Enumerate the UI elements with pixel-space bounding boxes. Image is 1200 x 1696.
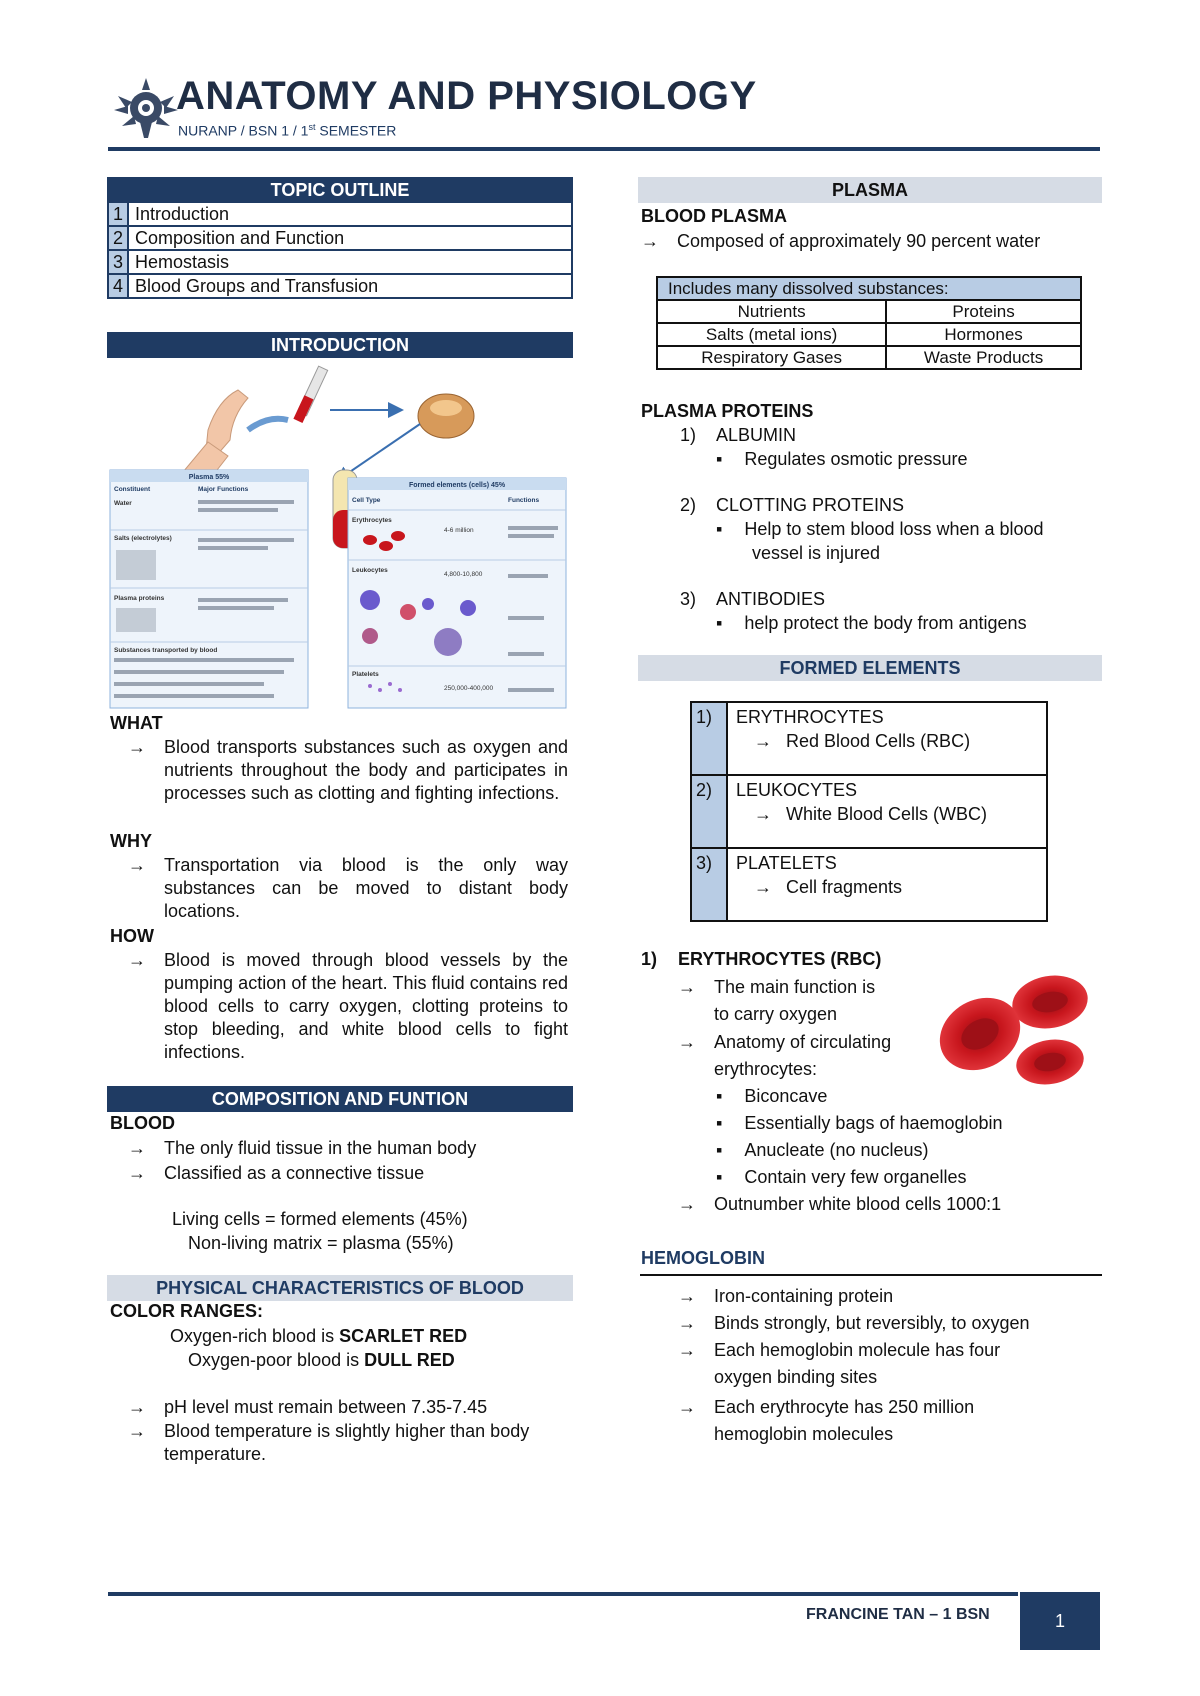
arrow-icon: → [128, 737, 146, 757]
svg-text:Substances transported by bloo: Substances transported by blood [114, 647, 218, 654]
table-row: Nutrients Proteins [657, 300, 1081, 323]
topic-outline-heading: TOPIC OUTLINE [108, 178, 572, 202]
svg-text:4,800-10,800: 4,800-10,800 [444, 571, 483, 578]
svg-text:Water: Water [114, 500, 132, 507]
arrow-icon: → [678, 1286, 696, 1306]
erythrocytes-heading: ERYTHROCYTES (RBC) [678, 949, 882, 969]
erythrocyte-bullet: → The main function is [678, 977, 876, 997]
erythrocyte-bullet-continued: to carry oxygen [714, 1004, 838, 1024]
svg-text:Cell Type: Cell Type [352, 497, 381, 504]
svg-text:Salts (electrolytes): Salts (electrolytes) [114, 535, 172, 542]
arrow-icon: → [754, 731, 772, 751]
blood-label: BLOOD [110, 1113, 175, 1133]
dissolved-substances-table [656, 276, 1082, 370]
arrow-icon: → [678, 977, 696, 997]
ph-bullet: → pH level must remain between 7.35-7.45 [128, 1397, 488, 1417]
protein-number: 1) [680, 425, 697, 445]
svg-text:Formed elements (cells) 45%: Formed elements (cells) 45% [408, 482, 506, 489]
erythrocyte-bullet: → Outnumber white blood cells 1000:1 [678, 1194, 1002, 1214]
blood-plasma-label: BLOOD PLASMA [641, 206, 787, 226]
outline-row: 4 Blood Groups and Transfusion [108, 274, 572, 298]
arrow-icon: → [128, 1421, 146, 1441]
hemoglobin-bullet: → Each hemoglobin molecule has four [678, 1340, 1001, 1360]
why-label: WHY [110, 831, 152, 851]
arrow-icon: → [128, 1163, 146, 1183]
arrow-icon: → [678, 1397, 696, 1417]
arrow-icon: → [128, 950, 146, 970]
plasma-water-bullet: → Composed of approximately 90 percent water [641, 231, 1041, 251]
arrow-icon: → [678, 1194, 696, 1214]
how-label: HOW [110, 926, 154, 946]
living-cells-text: Living cells = formed elements (45%) [172, 1209, 468, 1229]
anatomy-bullet: ▪ Contain very few organelles [716, 1167, 967, 1187]
arrow-icon: → [754, 877, 772, 897]
protein-number: 2) [680, 495, 697, 515]
footer-divider [108, 1592, 1018, 1596]
protein-desc: ▪ help protect the body from antigens [716, 613, 1027, 633]
introduction-heading: INTRODUCTION [107, 332, 573, 358]
hemoglobin-bullet-continued: oxygen binding sites [714, 1367, 878, 1387]
arrow-icon: → [754, 804, 772, 824]
erythrocyte-bullet: → Anatomy of circulating [678, 1032, 892, 1052]
what-item: → Blood transports substances such as oxygen and nutrients throughout the body and participates in processes such as clotting and fighting infections. [128, 737, 568, 803]
arrow-icon: → [678, 1340, 696, 1360]
blood-bullet: → Classified as a connective tissue [128, 1163, 425, 1183]
formed-elements-table [690, 701, 1048, 922]
arrow-icon: → [641, 231, 659, 251]
protein-desc-continued: vessel is injured [752, 543, 881, 563]
svg-text:Functions: Functions [508, 497, 540, 504]
hemoglobin-bullet: → Iron-containing protein [678, 1286, 894, 1306]
plasma-heading: PLASMA [638, 177, 1102, 203]
table-row: 1) ERYTHROCYTES → Red Blood Cells (RBC) [691, 702, 1047, 775]
svg-text:Platelets: Platelets [352, 671, 379, 678]
dissolved-substances-heading: Includes many dissolved substances: [657, 277, 1081, 300]
protein-number: 3) [680, 589, 697, 609]
blood-bullet: → The only fluid tissue in the human body [128, 1138, 477, 1158]
header-divider [108, 147, 1100, 151]
outline-row: 3 Hemostasis [108, 250, 572, 274]
document-title: ANATOMY AND PHYSIOLOGY [176, 74, 757, 118]
hemoglobin-bullet-continued: hemoglobin molecules [714, 1424, 894, 1444]
figure-plasma-title: Plasma 55% [188, 474, 230, 481]
red-blood-cells-image [930, 972, 1100, 1092]
arrow-icon: → [128, 1138, 146, 1158]
plasma-proteins-label: PLASMA PROTEINS [641, 401, 814, 421]
protein-desc: ▪ Regulates osmotic pressure [716, 449, 968, 469]
color-ranges-label: COLOR RANGES: [110, 1301, 263, 1321]
arrow-icon: → [678, 1032, 696, 1052]
svg-text:Erythrocytes: Erythrocytes [352, 517, 392, 524]
oxygen-poor-text: Oxygen-poor blood is DULL RED [188, 1350, 455, 1370]
blood-composition-figure [108, 360, 568, 710]
svg-text:Leukocytes: Leukocytes [352, 567, 388, 574]
university-seal-logo [112, 76, 180, 140]
physical-characteristics-heading: PHYSICAL CHARACTERISTICS OF BLOOD [107, 1275, 573, 1301]
what-label: WHAT [110, 713, 163, 733]
protein-desc: ▪ Help to stem blood loss when a blood [716, 519, 1044, 539]
svg-text:Plasma proteins: Plasma proteins [114, 595, 165, 602]
svg-text:4-6 million: 4-6 million [444, 527, 474, 534]
outline-row: 1 Introduction [108, 202, 572, 226]
document-subtitle: NURANP / BSN 1 / 1st SEMESTER [178, 122, 397, 139]
page-number: 1 [1020, 1592, 1100, 1650]
table-row: 2) LEUKOCYTES → White Blood Cells (WBC) [691, 775, 1047, 848]
oxygen-rich-text: Oxygen-rich blood is SCARLET RED [170, 1326, 468, 1346]
erythrocytes-number: 1) [641, 949, 658, 969]
anatomy-bullet: ▪ Biconcave [716, 1086, 828, 1106]
hemoglobin-divider [640, 1274, 1102, 1276]
topic-outline-table [107, 177, 573, 299]
erythrocyte-bullet-continued: erythrocytes: [714, 1059, 818, 1079]
composition-heading: COMPOSITION AND FUNTION [107, 1086, 573, 1112]
hemoglobin-bullet: → Binds strongly, but reversibly, to oxygen [678, 1313, 1030, 1333]
protein-name: ALBUMIN [716, 425, 797, 445]
table-row: 3) PLATELETS → Cell fragments [691, 848, 1047, 921]
svg-text:Constituent: Constituent [114, 486, 151, 493]
anatomy-bullet: ▪ Essentially bags of haemoglobin [716, 1113, 1003, 1133]
why-item: → Transportation via blood is the only way substances can be moved to distant body locations. [128, 855, 568, 921]
hemoglobin-heading: HEMOGLOBIN [641, 1248, 765, 1268]
arrow-icon: → [678, 1313, 696, 1333]
svg-text:Major Functions: Major Functions [198, 486, 249, 493]
outline-row: 2 Composition and Function [108, 226, 572, 250]
protein-name: CLOTTING PROTEINS [716, 495, 905, 515]
formed-elements-heading: FORMED ELEMENTS [638, 655, 1102, 681]
how-item: → Blood is moved through blood vessels by the pumping action of the heart. This fluid contains red blood cells to carry oxygen, clotting proteins to stop bleeding, and white blood cells to fight infections. [128, 950, 568, 1062]
nonliving-matrix-text: Non-living matrix = plasma (55%) [188, 1233, 454, 1253]
arrow-icon: → [128, 855, 146, 875]
svg-text:250,000-400,000: 250,000-400,000 [444, 685, 494, 692]
author-name: FRANCINE TAN – 1 BSN [806, 1606, 990, 1623]
anatomy-bullet: ▪ Anucleate (no nucleus) [716, 1140, 929, 1160]
table-row: Salts (metal ions) Hormones [657, 323, 1081, 346]
protein-name: ANTIBODIES [716, 589, 826, 609]
arrow-icon: → [128, 1397, 146, 1417]
hemoglobin-bullet: → Each erythrocyte has 250 million [678, 1397, 975, 1417]
table-row: Respiratory Gases Waste Products [657, 346, 1081, 369]
temperature-bullet: → Blood temperature is slightly higher than body temperature. [128, 1421, 530, 1464]
